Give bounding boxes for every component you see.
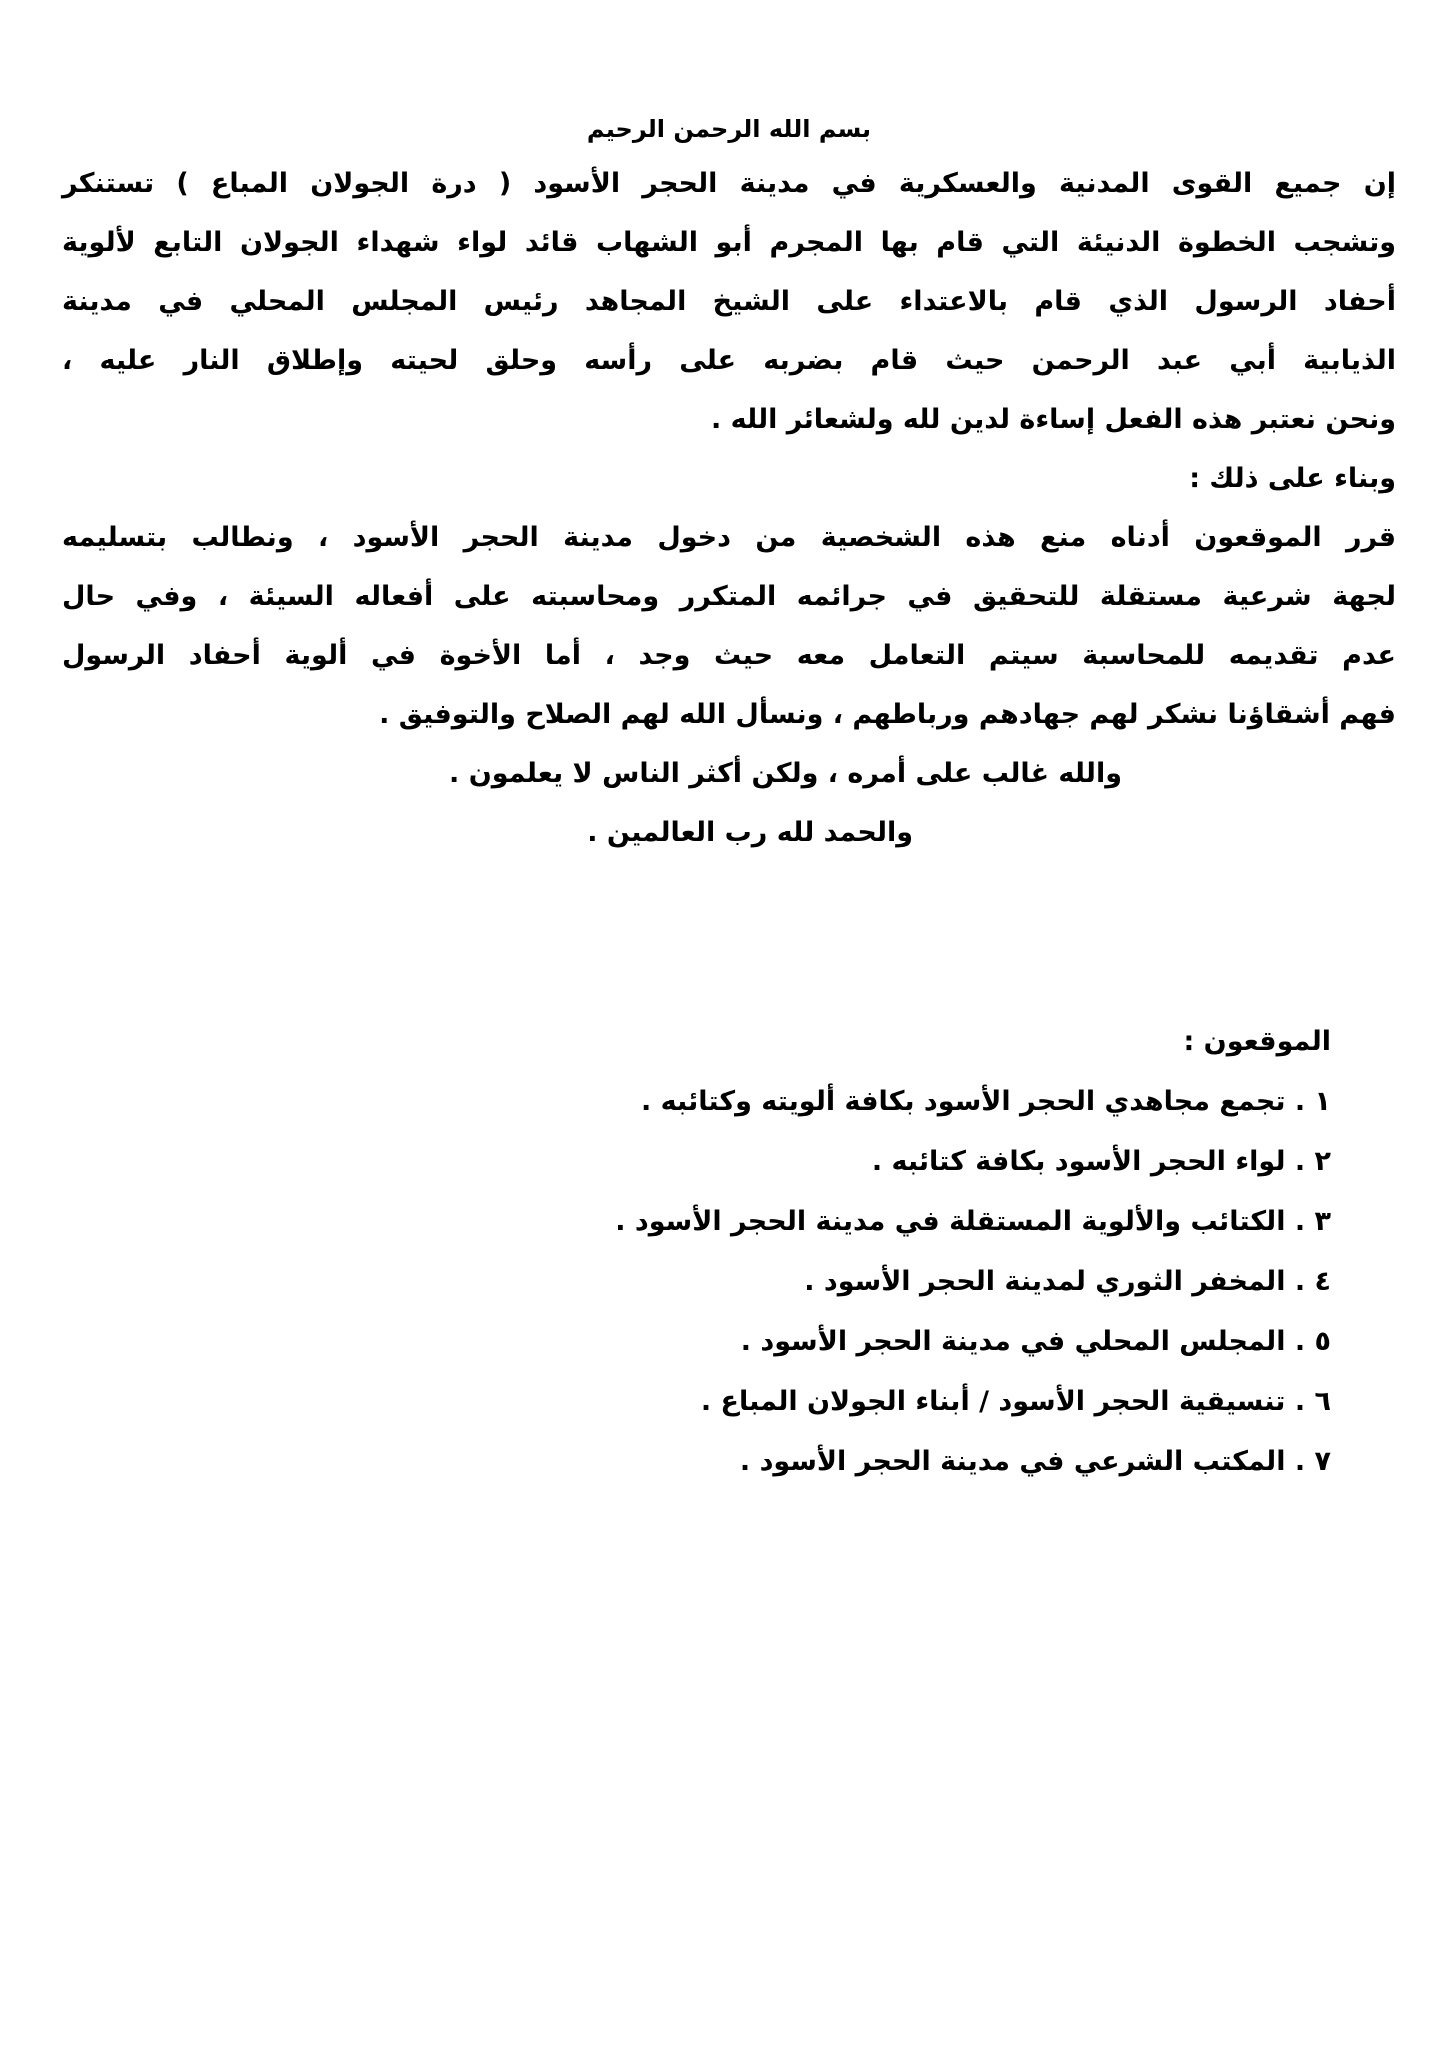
paragraph1-line: الذيابية أبي عبد الرحمن حيث قام بضربه على رأسه وحلق لحيته وإطلاق النار عليه ، xyxy=(62,345,1396,376)
basmala-heading: بسم الله الرحمن الرحيم xyxy=(586,115,872,143)
paragraph1-line: ونحن نعتبر هذه الفعل إساءة لدين لله ولشعائر الله . xyxy=(710,404,1396,435)
signatories-heading: الموقعون : xyxy=(1183,1026,1331,1057)
paragraph2-line: لجهة شرعية مستقلة للتحقيق في جرائمه المتكرر ومحاسبته على أفعاله السيئة ، وفي حال xyxy=(62,581,1396,612)
signatory-item: ٥ . المجلس المحلي في مدينة الحجر الأسود . xyxy=(740,1326,1331,1357)
paragraph1-line: إن جميع القوى المدنية والعسكرية في مدينة الحجر الأسود ( درة الجولان المباع ) تستنكر xyxy=(62,168,1396,199)
signatories-section xyxy=(62,1012,1396,1492)
paragraph1-line: وتشجب الخطوة الدنيئة التي قام بها المجرم أبو الشهاب قائد لواء شهداء الجولان التابع لألوية xyxy=(62,227,1396,258)
signatory-item: ١ . تجمع مجاهدي الحجر الأسود بكافة ألويته وكتائبه . xyxy=(641,1086,1331,1117)
paragraph2-line: فهم أشقاؤنا نشكر لهم جهادهم ورباطهم ، ونسأل الله لهم الصلاح والتوفيق . xyxy=(379,699,1396,730)
signatory-item: ٤ . المخفر الثوري لمدينة الحجر الأسود . xyxy=(804,1266,1331,1297)
therefore-heading: وبناء على ذلك : xyxy=(1189,463,1396,494)
signatory-item: ٣ . الكتائب والألوية المستقلة في مدينة الحجر الأسود . xyxy=(615,1206,1331,1237)
paragraph2-line: عدم تقديمه للمحاسبة سيتم التعامل معه حيث وجد ، أما الأخوة في ألوية أحفاد الرسول xyxy=(62,640,1396,671)
closing-praise: والحمد لله رب العالمين . xyxy=(587,817,913,848)
paragraph2-line: قرر الموقعون أدناه منع هذه الشخصية من دخول مدينة الحجر الأسود ، ونطالب بتسليمه xyxy=(62,522,1396,553)
signatory-item: ٧ . المكتب الشرعي في مدينة الحجر الأسود . xyxy=(739,1446,1331,1477)
signatory-item: ٢ . لواء الحجر الأسود بكافة كتائبه . xyxy=(871,1146,1331,1177)
closing-verse: والله غالب على أمره ، ولكن أكثر الناس لا يعلمون . xyxy=(449,758,1122,789)
paragraph1-line: أحفاد الرسول الذي قام بالاعتداء على الشيخ المجاهد رئيس المجلس المحلي في مدينة xyxy=(62,286,1396,317)
signatory-item: ٦ . تنسيقية الحجر الأسود / أبناء الجولان المباع . xyxy=(700,1386,1331,1417)
